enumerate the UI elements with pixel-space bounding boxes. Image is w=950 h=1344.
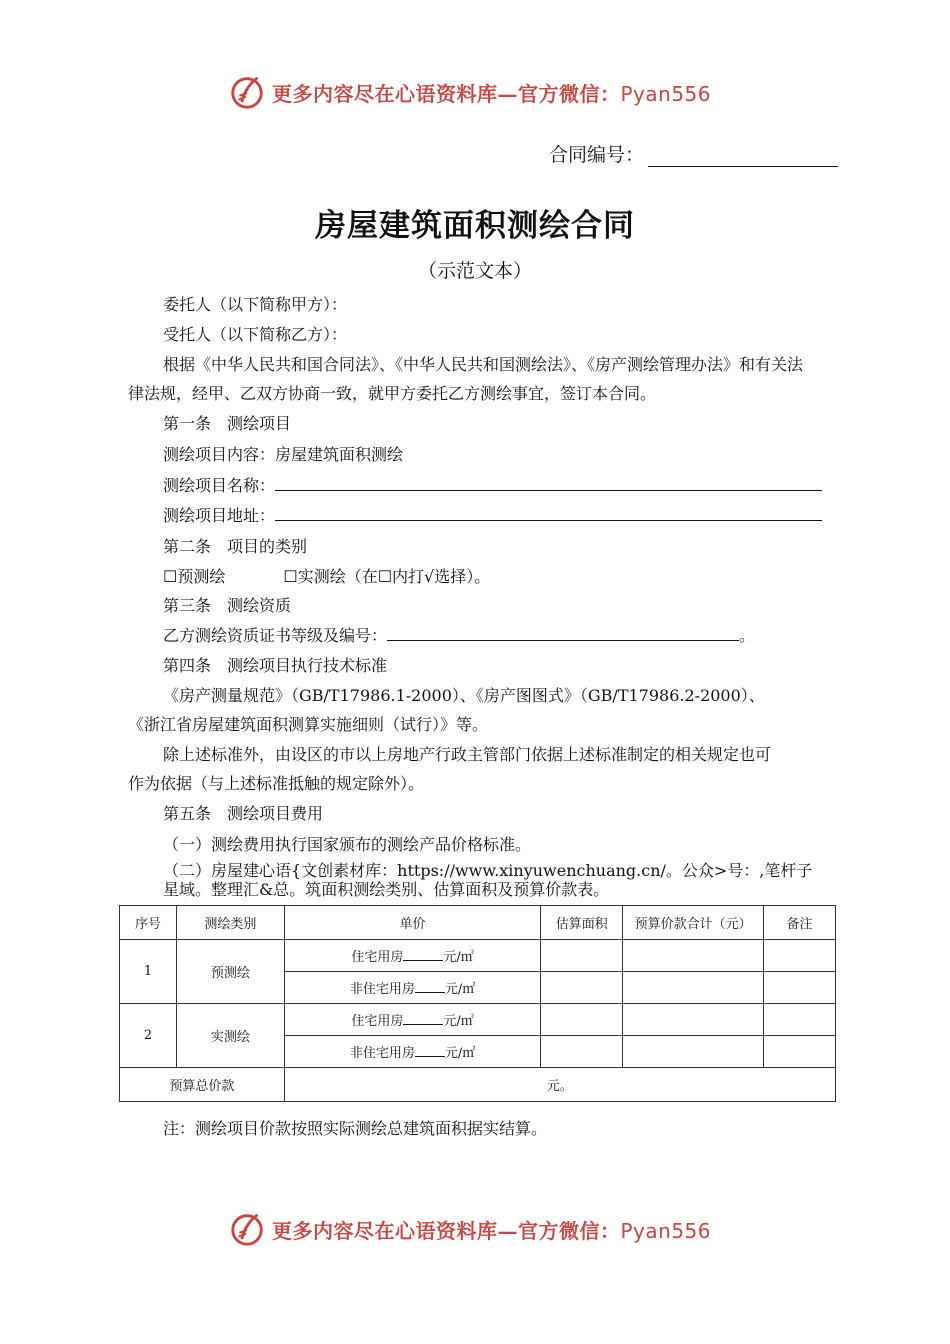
header-no: 序号 — [120, 906, 177, 940]
contract-number-blank[interactable] — [648, 146, 838, 167]
cell-budget[interactable] — [623, 940, 764, 972]
header-budget-total: 预算价款合计（元） — [623, 906, 764, 940]
budget-table — [119, 905, 836, 1102]
article-4-line3: 除上述标准外，由设区的市以上房地产行政主管部门依据上述标准制定的相关规定也可 — [163, 745, 772, 764]
cell-area[interactable] — [541, 1004, 623, 1036]
row1-nonresidential-price[interactable] — [284, 972, 541, 1004]
cell-budget[interactable] — [623, 972, 764, 1004]
cell-budget[interactable] — [623, 1036, 764, 1068]
article-5-item2-line2: 星域。整理汇&总。筑面积测绘类别、估算面积及预算价款表。 — [163, 880, 610, 899]
article-1-content: 测绘项目内容：房屋建筑面积测绘 — [163, 445, 404, 464]
row2-type: 实测绘 — [176, 1004, 284, 1068]
quill-logo-icon — [228, 1210, 266, 1248]
cell-remark[interactable] — [764, 1004, 836, 1036]
article-1-name-row — [128, 471, 873, 500]
article-1-heading: 第一条 测绘项目 — [163, 414, 292, 433]
article-3-heading: 第三条 测绘资质 — [163, 596, 292, 615]
total-value[interactable]: 元。 — [284, 1068, 835, 1102]
cell-budget[interactable] — [623, 1004, 764, 1036]
qualification-blank[interactable] — [387, 622, 739, 641]
row1-residential-price[interactable] — [284, 940, 541, 972]
option-pre-survey-checkbox[interactable]: ☐预测绘 — [163, 567, 226, 586]
price-label: 住宅用房 — [351, 1014, 404, 1029]
cell-remark[interactable] — [764, 940, 836, 972]
project-address-label: 测绘项目地址： — [163, 506, 276, 525]
contract-number-label: 合同编号： — [548, 144, 644, 166]
article-2-heading: 第二条 项目的类别 — [163, 537, 308, 556]
watermark-top — [228, 72, 711, 112]
option-actual-survey-checkbox[interactable]: ☐实测绘（在☐内打√选择）。 — [283, 567, 491, 586]
project-name-blank[interactable] — [275, 472, 822, 491]
price-blank[interactable] — [403, 1012, 443, 1025]
article-5-item2-line1: （二）房屋建心语{文创素材库：https://www.xinyuwenchuang.cn/。公众>号：,笔杆子 — [163, 861, 813, 880]
price-blank[interactable] — [415, 980, 445, 993]
watermark-bottom — [228, 1209, 711, 1249]
price-label: 住宅用房 — [351, 950, 404, 965]
row2-no: 2 — [120, 1004, 177, 1068]
article-5-heading: 第五条 测绘项目费用 — [163, 804, 324, 823]
row2-nonresidential-price[interactable] — [284, 1036, 541, 1068]
watermark-text: 更多内容尽在心语资料库—官方微信： — [272, 1218, 621, 1243]
header-est-area: 估算面积 — [541, 906, 623, 940]
price-unit: 元/㎡ — [443, 950, 474, 965]
cell-remark[interactable] — [764, 1036, 836, 1068]
party-a: 委托人（以下简称甲方）： — [163, 295, 348, 314]
doc-title: 房屋建筑面积测绘合同 — [315, 208, 635, 244]
price-label: 非住宅用房 — [349, 982, 415, 997]
cell-remark[interactable] — [764, 972, 836, 1004]
quill-logo-icon — [228, 73, 266, 111]
article-4-line1: 《房产测量规范》（GB/T17986.1-2000）、《房产图图式》（GB/T17986.2-2000）、 — [163, 686, 765, 705]
watermark-wechat: Pyan556 — [620, 1218, 712, 1243]
article-4-line2: 《浙江省房屋建筑面积测算实施细则（试行）》等。 — [128, 715, 489, 734]
cell-area[interactable] — [541, 940, 623, 972]
price-unit: 元/㎡ — [443, 1014, 474, 1029]
row1-type: 预测绘 — [176, 940, 284, 1004]
article-3-qualification-row — [128, 621, 873, 650]
contract-number — [549, 140, 838, 167]
preamble-line2: 律法规，经甲、乙双方协商一致，就甲方委托乙方测绘事宜，签订本合同。 — [128, 384, 657, 403]
header-remarks: 备注 — [764, 906, 836, 940]
price-blank[interactable] — [415, 1044, 445, 1057]
watermark-text: 更多内容尽在心语资料库—官方微信： — [272, 81, 621, 106]
price-blank[interactable] — [403, 948, 443, 961]
price-unit: 元/㎡ — [444, 982, 476, 997]
article-4-heading: 第四条 测绘项目执行技术标准 — [163, 656, 388, 675]
qualification-label: 乙方测绘资质证书等级及编号： — [163, 626, 388, 645]
article-1-addr-row — [128, 501, 873, 530]
project-name-label: 测绘项目名称： — [163, 476, 276, 495]
article-4-line4: 作为依据（与上述标准抵触的规定除外）。 — [128, 774, 425, 793]
row1-no: 1 — [120, 940, 177, 1004]
header-type: 测绘类别 — [176, 906, 284, 940]
price-label: 非住宅用房 — [349, 1046, 415, 1061]
watermark-wechat: Pyan556 — [620, 81, 712, 106]
article-5-item1: （一）测绘费用执行国家颁布的测绘产品价格标准。 — [163, 835, 532, 854]
qualification-end: 。 — [739, 626, 756, 645]
cell-area[interactable] — [541, 1036, 623, 1068]
row2-residential-price[interactable] — [284, 1004, 541, 1036]
article-2-options — [128, 562, 873, 591]
preamble-line1: 根据《中华人民共和国合同法》、《中华人民共和国测绘法》、《房产测绘管理办法》和有关法 — [163, 355, 804, 374]
header-unit-price: 单价 — [284, 906, 541, 940]
total-label: 预算总价款 — [120, 1068, 285, 1102]
project-address-blank[interactable] — [275, 502, 822, 521]
doc-subtitle: （示范文本） — [417, 260, 532, 282]
note: 注：测绘项目价款按照实际测绘总建筑面积据实结算。 — [163, 1119, 548, 1138]
price-unit: 元/㎡ — [444, 1046, 476, 1061]
cell-area[interactable] — [541, 972, 623, 1004]
party-b: 受托人（以下简称乙方）： — [163, 325, 348, 344]
